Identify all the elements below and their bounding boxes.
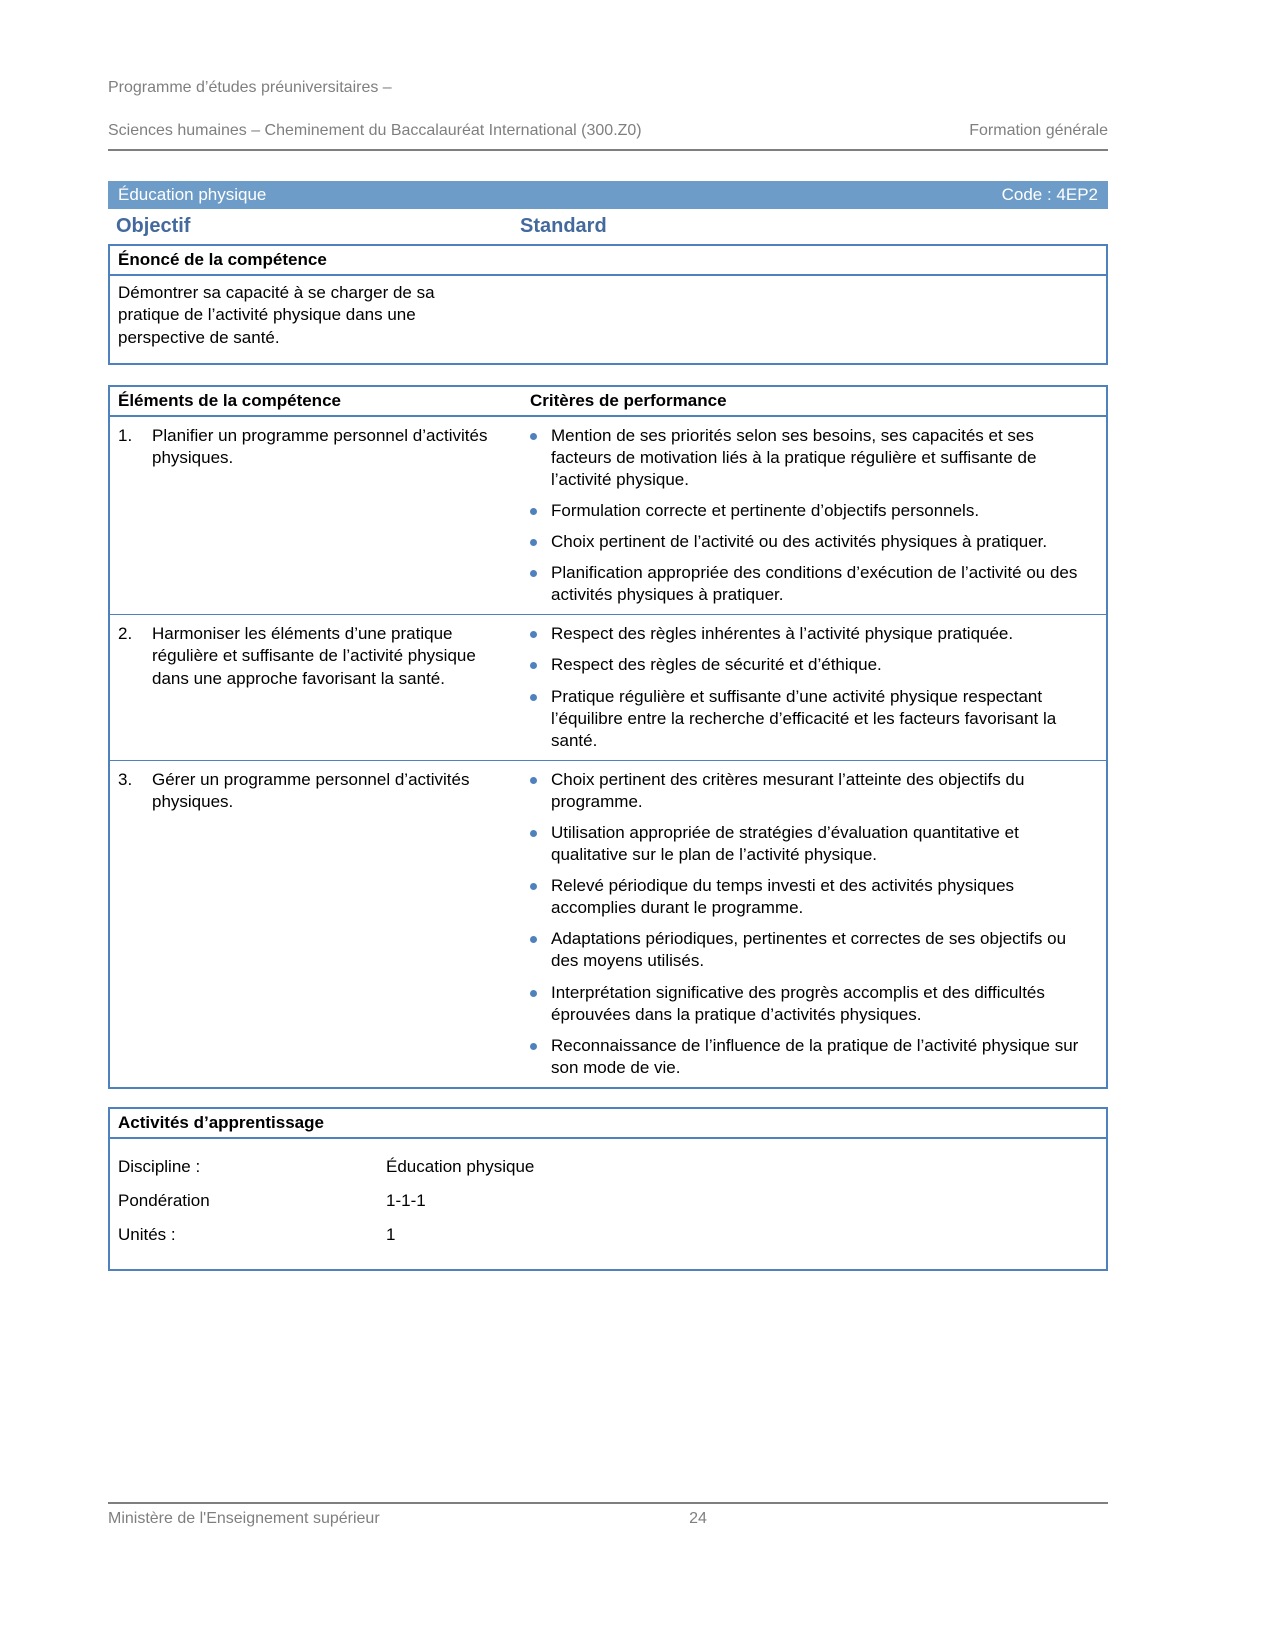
element-cell [110,615,522,759]
bullet-icon [530,508,537,515]
activity-row [118,1191,1098,1211]
criteria-item [522,623,1094,645]
criteria-text: Planification appropriée des conditions d’exécution de l’activité ou des activités physiques à pratiquer. [551,563,1078,605]
caption-standard: Standard [520,215,607,238]
activity-row [118,1225,1098,1245]
activity-label: Pondération [118,1190,210,1210]
bullet-icon [530,662,537,669]
bullet-icon [530,631,537,638]
criteria-item [522,500,1094,522]
criteria-item [522,822,1094,866]
criteria-text: Respect des règles inhérentes à l’activité physique pratiquée. [551,624,1014,644]
bullet-icon [530,883,537,890]
running-header [108,55,1108,151]
activity-value: Éducation physique [386,1156,535,1176]
enonce-text: Démontrer sa capacité à se charger de sa pratique de l’activité physique dans une perspective de santé. [118,283,435,347]
caption-objectif: Objectif [116,215,191,238]
criteria-text: Reconnaissance de l’influence de la pratique de l’activité physique sur son mode de vie. [551,1035,1079,1077]
criteria-list [522,769,1094,1079]
enonce-header: Énoncé de la compétence [110,246,1106,276]
bullet-icon [530,433,537,440]
criteria-item [522,686,1094,752]
bullet-icon [530,777,537,784]
criteria-text: Utilisation appropriée de stratégies d’évaluation quantitative et qualitative sur le plan de l’activité physique. [551,822,1019,865]
activity-row [118,1157,1098,1177]
bullet-icon [530,990,537,997]
element-cell [110,417,522,615]
criteria-text: Relevé périodique du temps investi et des activités physiques accomplies durant le programme. [551,876,1015,918]
activity-value: 1-1-1 [386,1190,426,1210]
enonce-box [108,244,1108,364]
criteria-item [522,531,1094,553]
competence-table-header-row [110,387,1106,417]
criteres-header: Critères de performance [530,390,727,410]
course-code: Code : 4EP2 [1001,185,1098,205]
competence-rows [110,417,1106,1087]
elements-header: Éléments de la compétence [118,390,341,410]
element-text: Gérer un programme personnel d’activités physiques. [152,769,470,811]
bullet-icon [530,830,537,837]
header-right-label: Formation générale [969,121,1108,139]
element-text: Harmoniser les éléments d’une pratique régulière et suffisante de l’activité physique dans une approche favorisant la santé. [152,624,476,688]
course-title-bar [108,181,1108,209]
element-cell [110,761,522,1087]
table-row [110,760,1106,1087]
element-number: 1. [118,425,133,445]
header-line1: Programme d’études préuniversitaires – [108,78,392,96]
element-number: 2. [118,624,133,644]
criteria-cell [522,761,1106,1087]
criteria-item [522,875,1094,919]
criteria-item [522,425,1094,491]
element-text: Planifier un programme personnel d’activités physiques. [152,425,488,467]
competence-table [108,385,1108,1089]
activity-value: 1 [386,1224,396,1244]
criteria-text: Adaptations périodiques, pertinentes et correctes de ses objectifs ou des moyens utilisés. [551,929,1067,971]
criteria-list [522,425,1094,607]
criteria-item [522,928,1094,972]
criteria-text: Choix pertinent de l’activité ou des activités physiques à pratiquer. [551,532,1048,552]
bullet-icon [530,694,537,701]
table-row [110,614,1106,759]
activites-box [108,1107,1108,1271]
running-footer [108,1502,1108,1528]
activity-label: Discipline : [118,1156,201,1176]
footer-page-number: 24 [689,1510,707,1527]
criteria-item [522,654,1094,676]
activity-label: Unités : [118,1224,176,1244]
criteria-list [522,623,1094,751]
bullet-icon [530,539,537,546]
page-content [108,0,1108,1271]
criteria-text: Formulation correcte et pertinente d’objectifs personnels. [551,500,980,520]
header-program-lines [108,55,642,141]
footer-ministry: Ministère de l'Enseignement supérieur [108,1510,380,1527]
criteria-text: Respect des règles de sécurité et d’éthique. [551,655,882,675]
bullet-icon [530,1043,537,1050]
criteria-item [522,769,1094,813]
criteria-item [522,562,1094,606]
header-line2: Sciences humaines – Cheminement du Baccalauréat International (300.Z0) [108,121,642,139]
bullet-icon [530,570,537,577]
criteria-text: Pratique régulière et suffisante d’une activité physique respectant l’équilibre entre la recherche d’efficacité et les facteurs favorisant la santé. [551,686,1057,750]
criteria-cell [522,615,1106,759]
activites-header: Activités d’apprentissage [110,1109,1106,1139]
column-captions [108,215,1108,238]
enonce-body [110,276,1106,362]
element-number: 3. [118,769,133,789]
criteria-item [522,982,1094,1026]
course-title: Éducation physique [118,185,267,205]
criteria-text: Choix pertinent des critères mesurant l’atteinte des objectifs du programme. [551,769,1025,811]
criteria-item [522,1035,1094,1079]
table-row [110,417,1106,615]
criteria-text: Interprétation significative des progrès accomplis et des difficultés éprouvées dans la pratique d’activités physiques. [551,982,1045,1024]
bullet-icon [530,936,537,943]
activites-body [110,1139,1106,1269]
criteria-cell [522,417,1106,615]
criteria-text: Mention de ses priorités selon ses besoins, ses capacités et ses facteurs de motivation liés à la pratique régulière et suffisante de l’activité physique. [551,425,1037,489]
